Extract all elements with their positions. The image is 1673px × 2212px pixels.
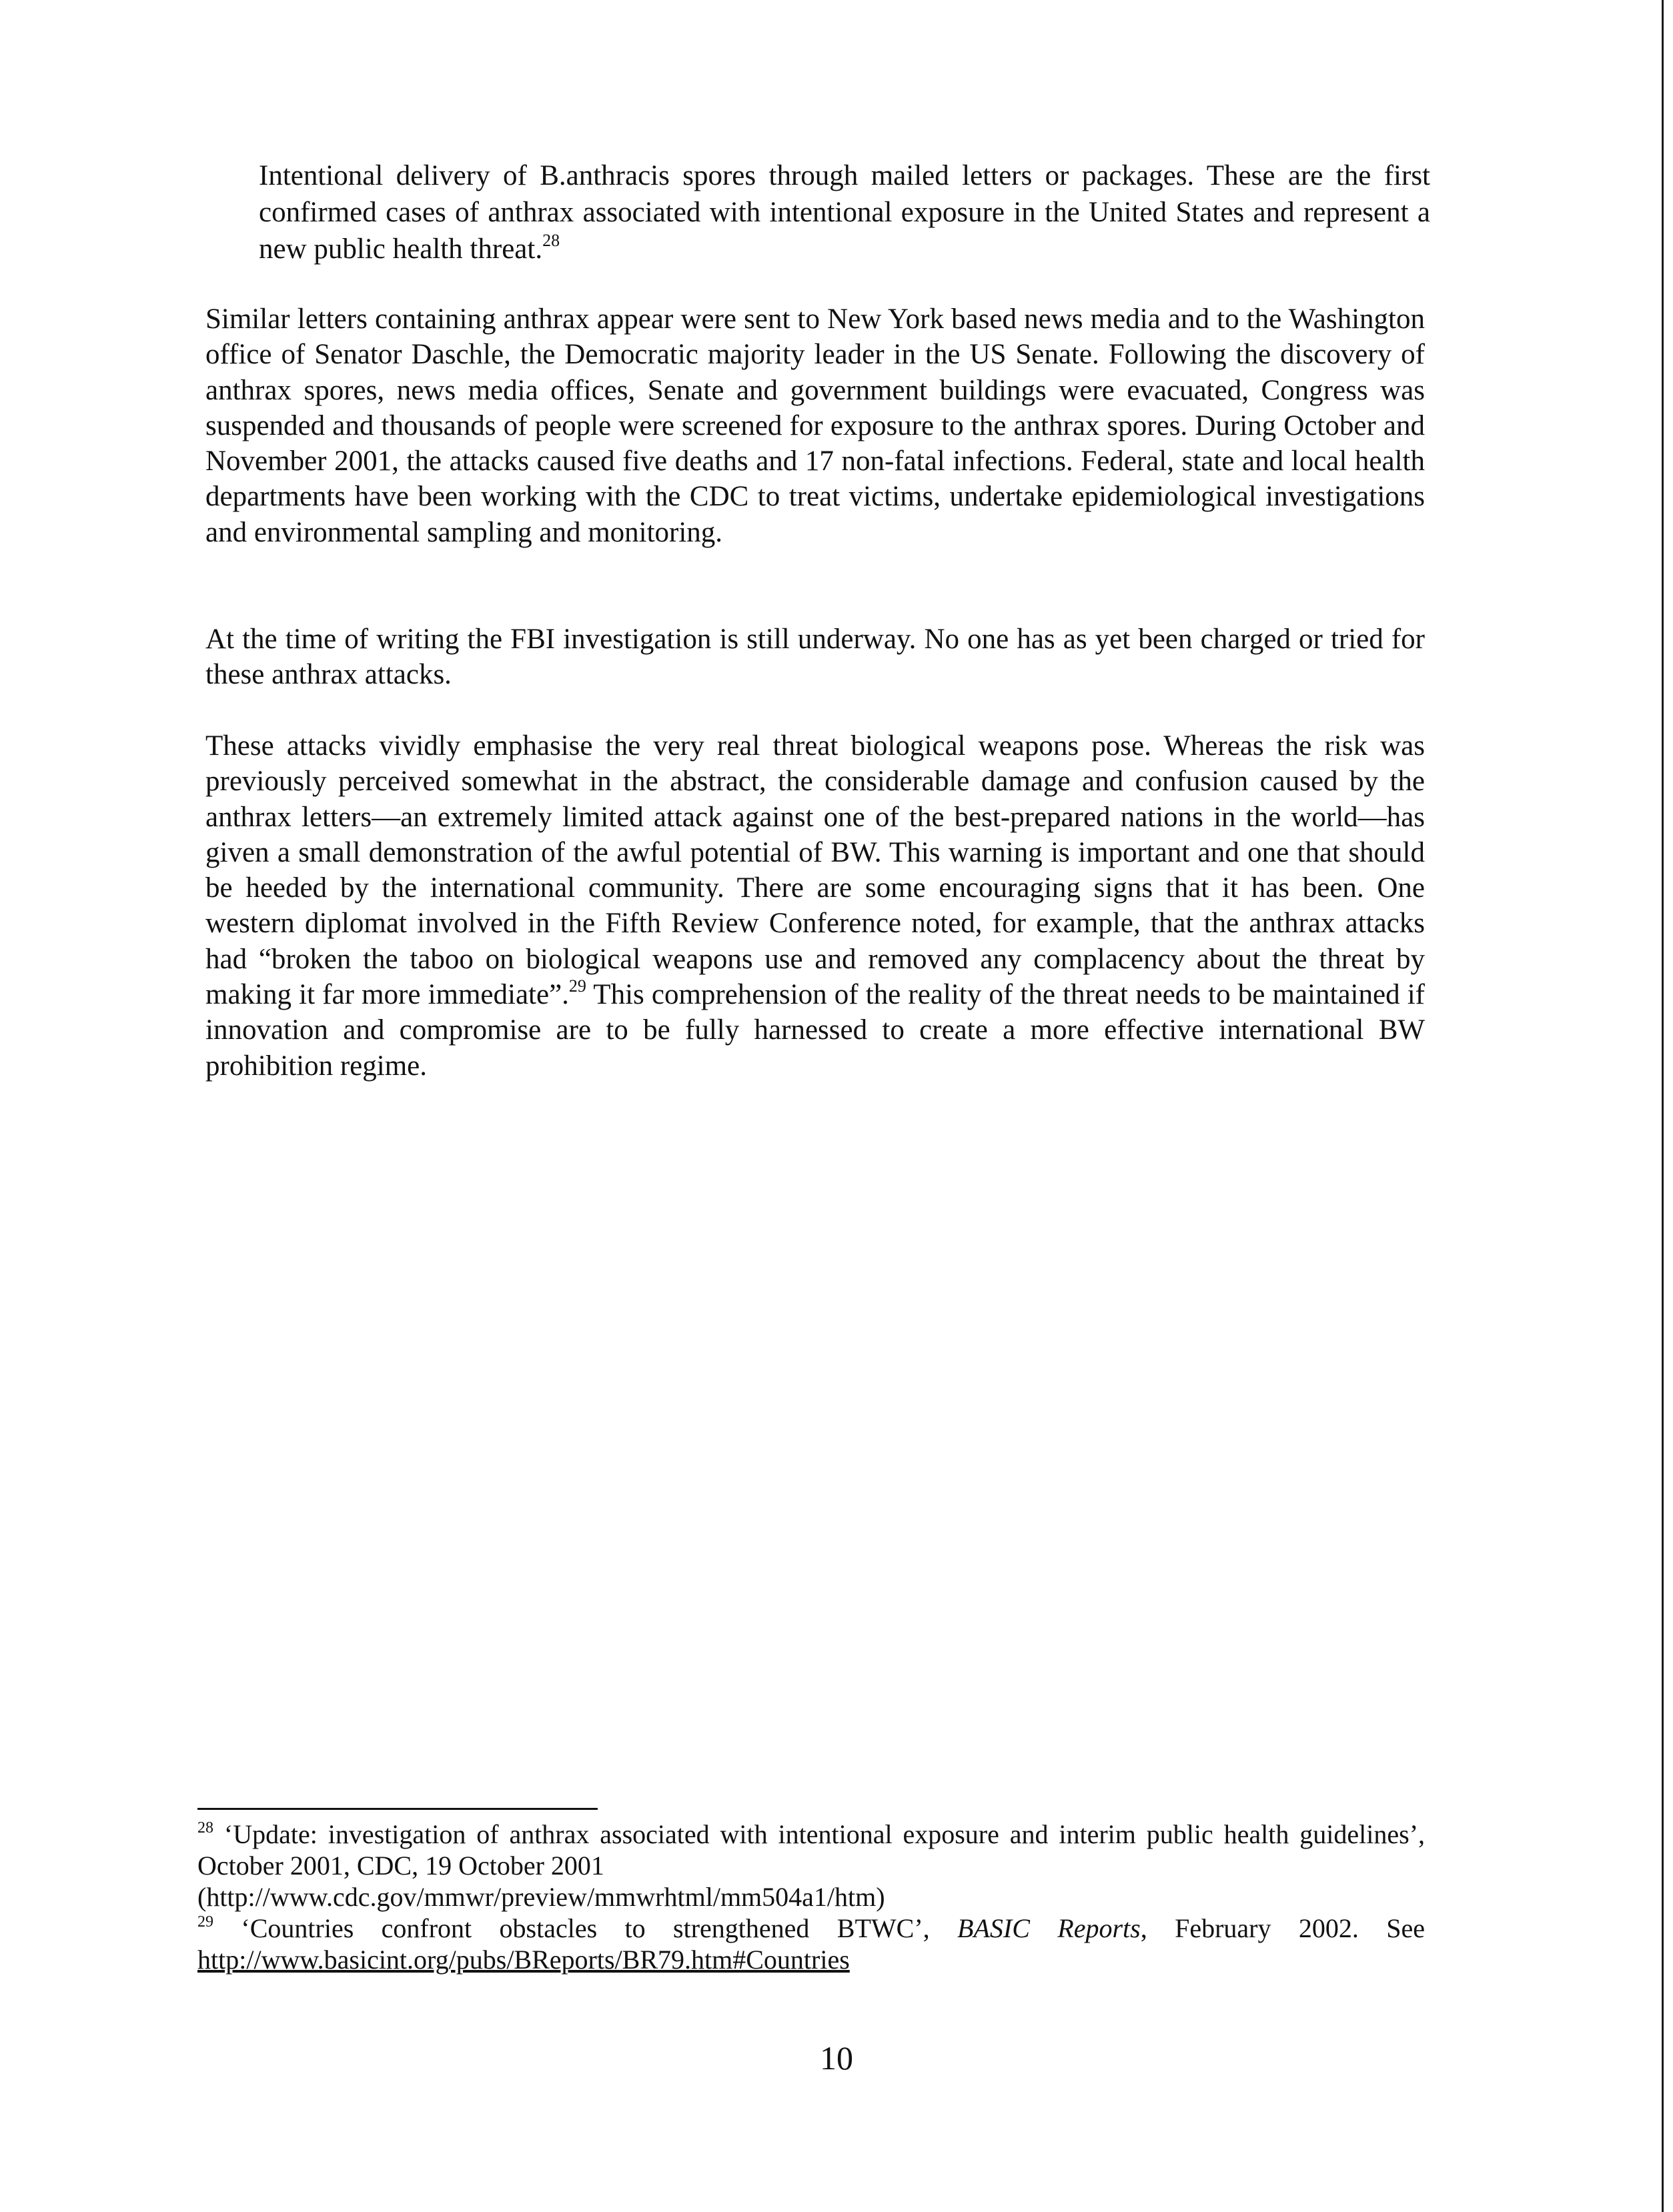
page-number: 10 bbox=[820, 2039, 853, 2077]
footnote-29 bbox=[197, 1913, 1425, 1975]
footnote-28-text: ‘Update: investigation of anthrax associated with intentional exposure and interim public health guidelines’, October 2001, CDC, 19 October 2001 bbox=[197, 1819, 1426, 1881]
scan-edge-line bbox=[1662, 0, 1664, 2212]
footnote-29-text: ‘Countries confront obstacles to strengthened BTWC’, bbox=[241, 1913, 930, 1943]
footnote-29-link[interactable]: http://www.basicint.org/pubs/BReports/BR79.htm#Countries bbox=[197, 1945, 850, 1975]
paragraph-threat-text: These attacks vividly emphasise the very real threat biological weapons pose. Whereas the risk was previously perceived somewhat in the abstract, the considerable damage and confusion caused by the anthrax letters—an extremely limited attack against one of the best-prepared nations in the world—has given a small demonstration of the awful potential of BW. This warning is important and one that should be heeded by the international community. There are some encouraging signs that it has been. One western diplomat involved in the Fifth Review Conference noted, for example, that the anthrax attacks had “broken the taboo on biological weapons use and removed any complacency about the threat by making it far more immediate”. bbox=[205, 730, 1425, 1011]
footnote-28-url: (http://www.cdc.gov/mmwr/preview/mmwrhtml/mm504a1/htm) bbox=[197, 1882, 885, 1912]
footnote-28 bbox=[197, 1819, 1425, 1913]
quote-text: Intentional delivery of B.anthracis spores through mailed letters or packages. These are the first confirmed cases of anthrax associated with intentional exposure in the United States and represent a new public health threat. bbox=[259, 160, 1430, 265]
indented-quote bbox=[259, 157, 1430, 267]
paragraph-threat-tail: This comprehension of the reality of the threat needs to be maintained if innovation and compromise are to be fully harnessed to create a more effective international BW prohibition regime. bbox=[205, 979, 1425, 1082]
footnote-ref-29[interactable]: 29 bbox=[568, 976, 586, 996]
footnote-29-date: , February 2002. See bbox=[1140, 1913, 1426, 1943]
footnote-number-29: 29 bbox=[197, 1913, 213, 1931]
paragraph-letters-sent: Similar letters containing anthrax appear were sent to New York based news media and to the Washington office of Senator Daschle, the Democratic majority leader in the US Senate. Following the discovery of anthrax spores, news media offices, Senate and government buildings were evacuated, Congress was suspended and thousands of people were screened for exposure to the anthrax spores. During October and November 2001, the attacks caused five deaths and 17 non-fatal infections. Federal, state and local health departments have been working with the CDC to treat victims, undertake epidemiological investigations and environmental sampling and monitoring. bbox=[205, 303, 1425, 548]
footnote-separator bbox=[197, 1808, 598, 1810]
paragraph-fbi-investigation: At the time of writing the FBI investigation is still underway. No one has as yet been charged or tried for these anthrax attacks. bbox=[205, 624, 1425, 691]
footnote-29-source: BASIC Reports bbox=[957, 1913, 1141, 1943]
footnote-ref-28[interactable]: 28 bbox=[542, 231, 560, 250]
footnotes bbox=[197, 1819, 1425, 1975]
paragraph-threat-emphasis bbox=[205, 728, 1425, 1084]
footnote-number-28: 28 bbox=[197, 1819, 213, 1837]
